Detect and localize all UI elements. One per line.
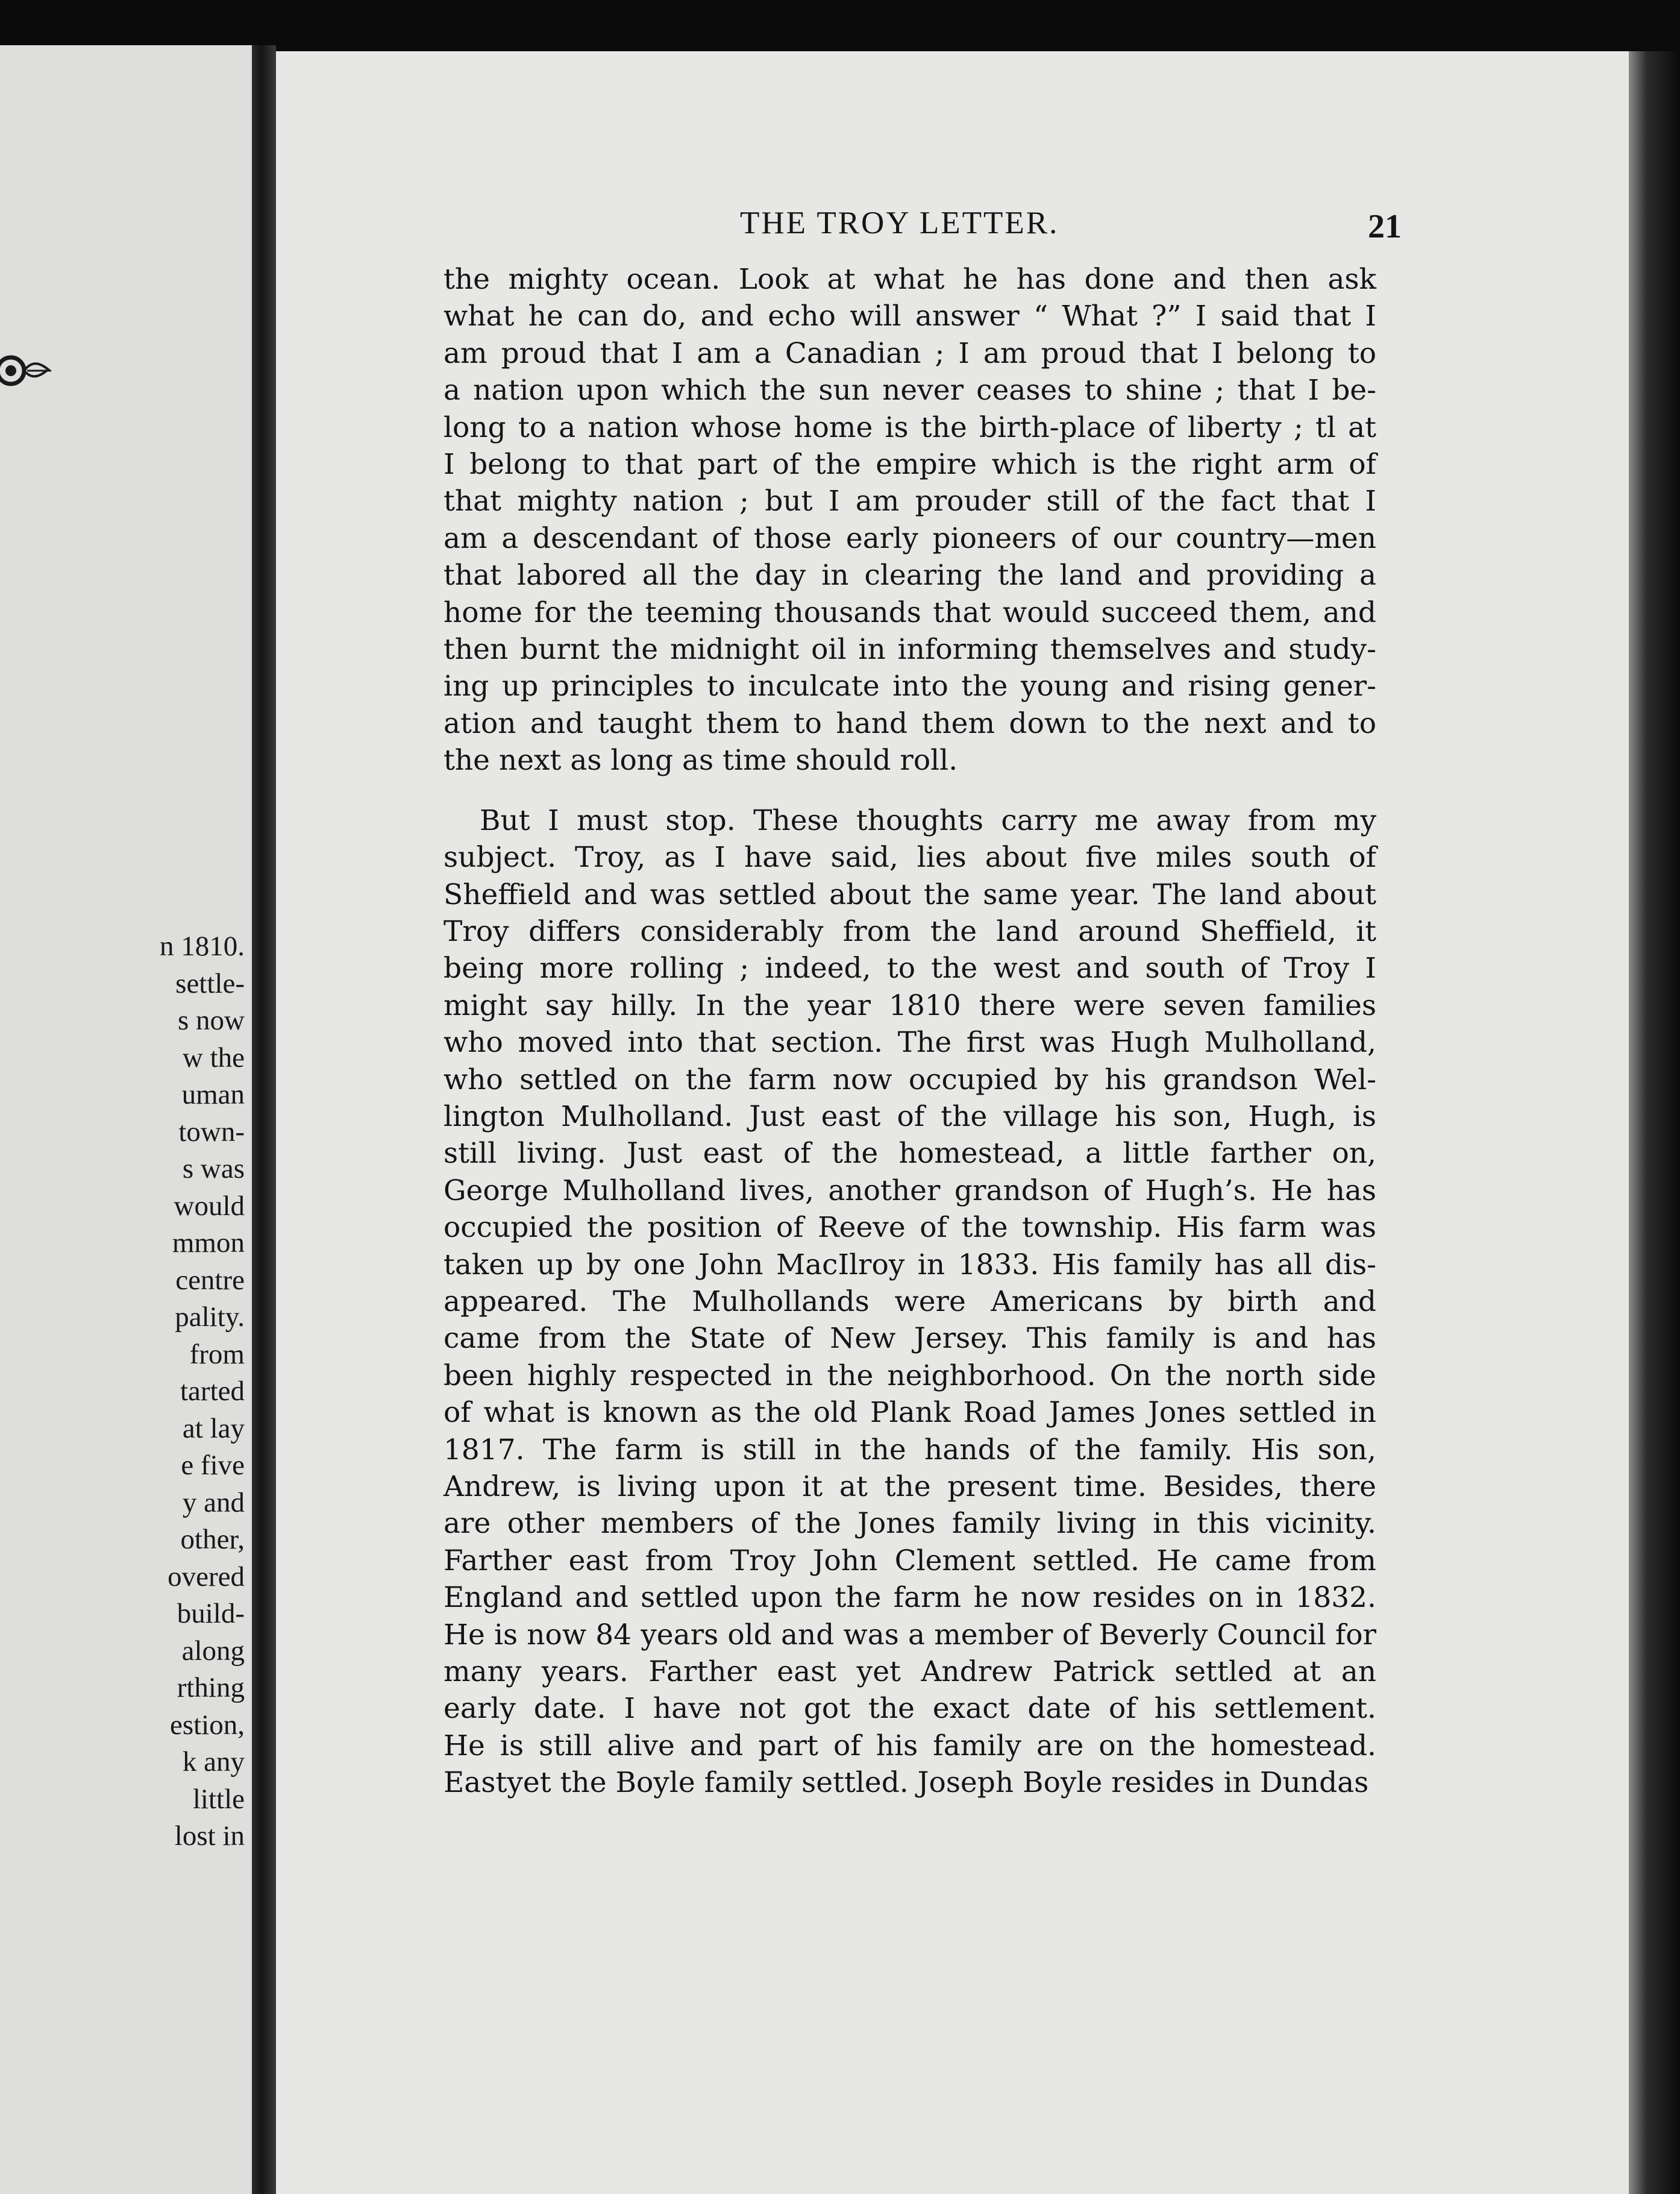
- text-line: taken up by one John MacIlroy in 1833. His family has all dis-: [444, 1248, 1376, 1281]
- text-line: Andrew, is living upon it at the present time. Besides, there: [444, 1470, 1376, 1503]
- paragraph: [444, 261, 1376, 779]
- left-page-line: pality.: [175, 1301, 245, 1333]
- text-line: He is now 84 years old and was a member of Beverly Council for: [444, 1618, 1376, 1652]
- running-title: THE TROY LETTER.: [740, 206, 1059, 240]
- left-page-line: w the: [182, 1042, 245, 1073]
- text-line: ation and taught them to hand them down to the next and to: [444, 706, 1376, 740]
- text-line: occupied the position of Reeve of the township. His farm was: [444, 1211, 1376, 1245]
- left-page-line: estion,: [169, 1709, 245, 1741]
- text-line: early date. I have not got the exact date of his settlement.: [444, 1692, 1376, 1726]
- gutter: [252, 45, 276, 2194]
- left-page-line: e five: [181, 1450, 245, 1481]
- left-page-line: along: [181, 1635, 245, 1667]
- left-page-line: town-: [178, 1116, 245, 1148]
- page-number: 21: [1368, 208, 1402, 245]
- text-line: am proud that I am a Canadian ; I am proud that I belong to: [444, 336, 1376, 370]
- left-page-text: [160, 928, 245, 1855]
- text-line: George Mulholland lives, another grandson of Hugh’s. He has: [444, 1174, 1376, 1207]
- text-line: Farther east from Troy John Clement settled. He came from: [444, 1544, 1376, 1577]
- text-line: Troy differs considerably from the land around Sheffield, it: [444, 914, 1376, 948]
- text-line: still living. Just east of the homestead, a little farther on,: [444, 1137, 1376, 1171]
- text-line: been highly respected in the neighborhood. On the north side: [444, 1359, 1376, 1392]
- left-page-line: lost in: [174, 1820, 245, 1852]
- right-page: [276, 51, 1629, 2194]
- left-page-line: uman: [181, 1079, 245, 1110]
- left-page-line: little: [192, 1783, 245, 1815]
- text-line: many years. Farther east yet Andrew Patrick settled at an: [444, 1655, 1376, 1689]
- page-header: [276, 205, 1629, 259]
- page-edge-shadow: [1629, 51, 1680, 2194]
- left-page-line: at lay: [182, 1412, 245, 1444]
- ornament-icon: [0, 347, 54, 395]
- text-line: who settled on the farm now occupied by his grandson Wel-: [444, 1063, 1376, 1096]
- text-line: might say hilly. In the year 1810 there were seven families: [444, 989, 1376, 1022]
- text-line: appeared. The Mulhollands were Americans by birth and: [444, 1284, 1376, 1318]
- text-line: the next as long as time should roll.: [444, 744, 958, 778]
- left-page-line: mmon: [172, 1227, 245, 1259]
- text-line: 1817. The farm is still in the hands of the family. His son,: [444, 1433, 1376, 1466]
- text-line: that mighty nation ; but I am prouder still of the fact that I: [444, 485, 1376, 518]
- left-page-line: y and: [182, 1486, 245, 1518]
- text-line: then burnt the midnight oil in informing themselves and study-: [444, 633, 1376, 667]
- text-line: Eastyet the Boyle family settled. Joseph Boyle resides in Dundas: [444, 1766, 1369, 1800]
- text-line: home for the teeming thousands that would succeed them, and: [444, 596, 1376, 629]
- text-line: that labored all the day in clearing the land and providing a: [444, 559, 1376, 593]
- left-page-line: from: [189, 1338, 245, 1370]
- left-page-line: settle-: [175, 967, 245, 999]
- paragraph: [444, 802, 1376, 1802]
- text-line: ing up principles to inculcate into the young and rising gener-: [444, 670, 1376, 703]
- left-page-line: other,: [180, 1524, 245, 1555]
- text-line: what he can do, and echo will answer “ What ?” I said that I: [444, 300, 1376, 333]
- left-page-line: s was: [182, 1153, 245, 1184]
- text-line: a nation upon which the sun never ceases to shine ; that I be-: [444, 374, 1376, 407]
- text-line: He is still alive and part of his family are on the homestead.: [444, 1729, 1376, 1762]
- text-line: being more rolling ; indeed, to the west and south of Troy I: [444, 952, 1376, 985]
- left-page-line: would: [174, 1190, 245, 1222]
- left-page-line: overed: [168, 1561, 245, 1592]
- text-line: Sheffield and was settled about the same year. The land about: [444, 878, 1376, 911]
- left-page-line: s now: [178, 1005, 245, 1036]
- body-text: [444, 261, 1376, 1802]
- left-page-line: rthing: [177, 1672, 245, 1703]
- text-line: the mighty ocean. Look at what he has done and then ask: [444, 263, 1376, 296]
- text-line: I belong to that part of the empire which is the right arm of: [444, 448, 1376, 482]
- text-line: subject. Troy, as I have said, lies about five miles south of: [444, 841, 1376, 875]
- text-line: England and settled upon the farm he now resides on in 1832.: [444, 1581, 1376, 1615]
- left-page-line: build-: [177, 1598, 245, 1629]
- text-line: who moved into that section. The first was Hugh Mulholland,: [444, 1026, 1376, 1060]
- text-line: am a descendant of those early pioneers of our country—men: [444, 521, 1376, 555]
- left-page: [0, 45, 252, 2194]
- left-page-line: centre: [175, 1264, 245, 1296]
- text-line: But I must stop. These thoughts carry me away from my: [480, 803, 1376, 837]
- text-line: are other members of the Jones family living in this vicinity.: [444, 1507, 1376, 1541]
- left-page-line: n 1810.: [160, 931, 245, 962]
- left-page-line: k any: [182, 1746, 245, 1778]
- text-line: of what is known as the old Plank Road James Jones settled in: [444, 1396, 1376, 1430]
- left-page-line: tarted: [180, 1375, 245, 1407]
- text-line: lington Mulholland. Just east of the village his son, Hugh, is: [444, 1099, 1376, 1133]
- text-line: long to a nation whose home is the birth-place of liberty ; tl at: [444, 410, 1376, 444]
- text-line: came from the State of New Jersey. This family is and has: [444, 1322, 1376, 1356]
